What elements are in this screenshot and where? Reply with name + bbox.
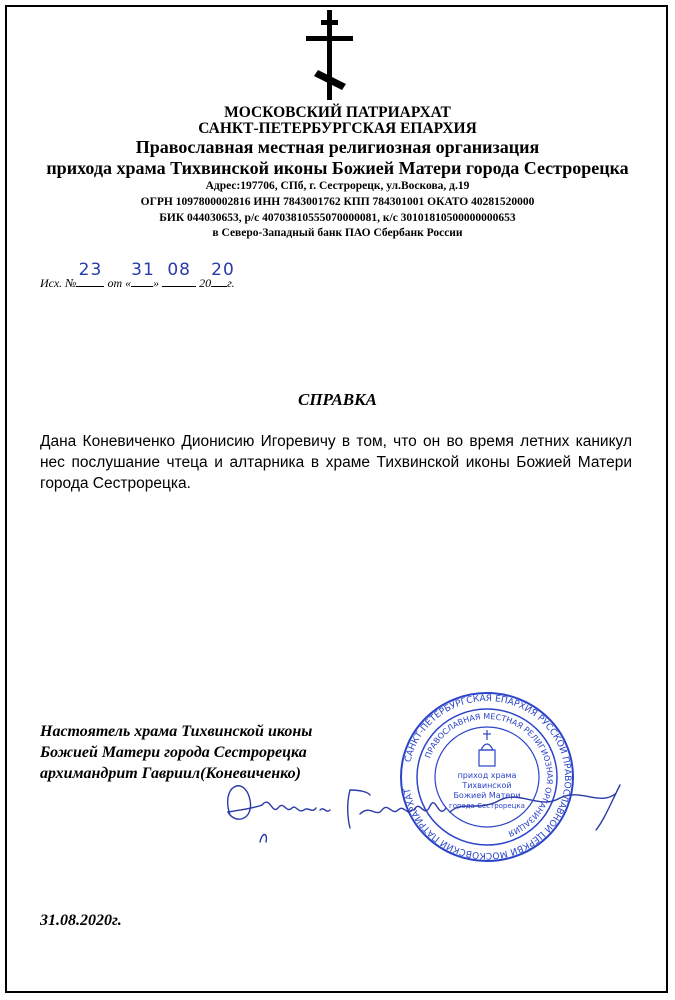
document-title: СПРАВКА: [298, 390, 377, 409]
header-org-line1: Православная местная религиозная организация: [135, 137, 540, 157]
header-patriarchate: МОСКОВСКИЙ ПАТРИАРХАТ: [224, 104, 451, 121]
outgoing-suffix: г.: [227, 276, 235, 290]
outgoing-year: 20: [211, 260, 235, 280]
outgoing-day: 31: [131, 260, 155, 280]
outgoing-from: от «: [104, 276, 132, 290]
outgoing-number-field: [76, 260, 104, 287]
church-icon: [479, 730, 495, 766]
outgoing-year-field: [211, 260, 235, 287]
outgoing-number-line: [40, 260, 235, 291]
outgoing-number: 23: [78, 260, 103, 280]
orthodox-cross-icon: [300, 10, 360, 100]
outgoing-prefix: Исх. №: [40, 276, 77, 290]
body-text: Дана Коневиченко Дионисию Игоревичу в том, что он во время летних каникул нес послушание чтеца и алтарника в храме Тихвинской иконы Божией Матери города Сестрорецка.: [40, 433, 632, 492]
header-address: Адрес:197706, СПб, г. Сестрорецк, ул.Воскова, д.19: [205, 180, 470, 192]
header-requisites1: ОГРН 1097800002816 ИНН 7843001762 КПП 784301001 ОКАТО 40281520000: [140, 196, 535, 208]
outgoing-close-quote: »: [153, 276, 160, 290]
signatory-line1: Настоятель храма Тихвинской иконы: [40, 723, 313, 740]
signatory-line3: архимандрит Гавриил(Коневиченко): [40, 765, 301, 782]
header-org-line2: прихода храма Тихвинской иконы Божией Матери города Сестрорецка: [46, 158, 629, 178]
document-date: 31.08.2020г.: [40, 912, 122, 929]
seal-center-line2: Тихвинской: [462, 781, 512, 790]
signatory-line2: Божией Матери города Сестрорецка: [40, 744, 307, 761]
header-requisites2: БИК 044030653, р/с 40703810555070000081, к/с 30101810500000000653: [159, 212, 516, 224]
seal-outer-text: САНКТ-ПЕТЕРБУРГСКАЯ ЕПАРХИЯ РУССКОЙ ПРАВОСЛАВНОЙ ЦЕРКВИ МОСКОВСКИЙ ПАТРИАРХАТ: [402, 693, 573, 861]
seal-center-line3: Божией Матери: [453, 791, 521, 800]
seal-center-line4: города Сестрорецка: [449, 802, 525, 810]
handwritten-signature: [200, 770, 640, 850]
outgoing-month: 08: [167, 260, 191, 280]
header-bank: в Северо-Западный банк ПАО Сбербанк России: [212, 227, 463, 239]
outgoing-day-field: [131, 260, 155, 287]
seal-inner-text: ПРАВОСЛАВНАЯ МЕСТНАЯ РЕЛИГИОЗНАЯ ОРГАНИЗАЦИЯ: [423, 711, 555, 839]
outgoing-month-field: [162, 260, 196, 287]
seal-center-line1: приход храма: [457, 771, 517, 780]
header-eparchy: САНКТ-ПЕТЕРБУРГСКАЯ ЕПАРХИЯ: [198, 120, 477, 137]
outgoing-year-prefix: 20: [196, 276, 212, 290]
